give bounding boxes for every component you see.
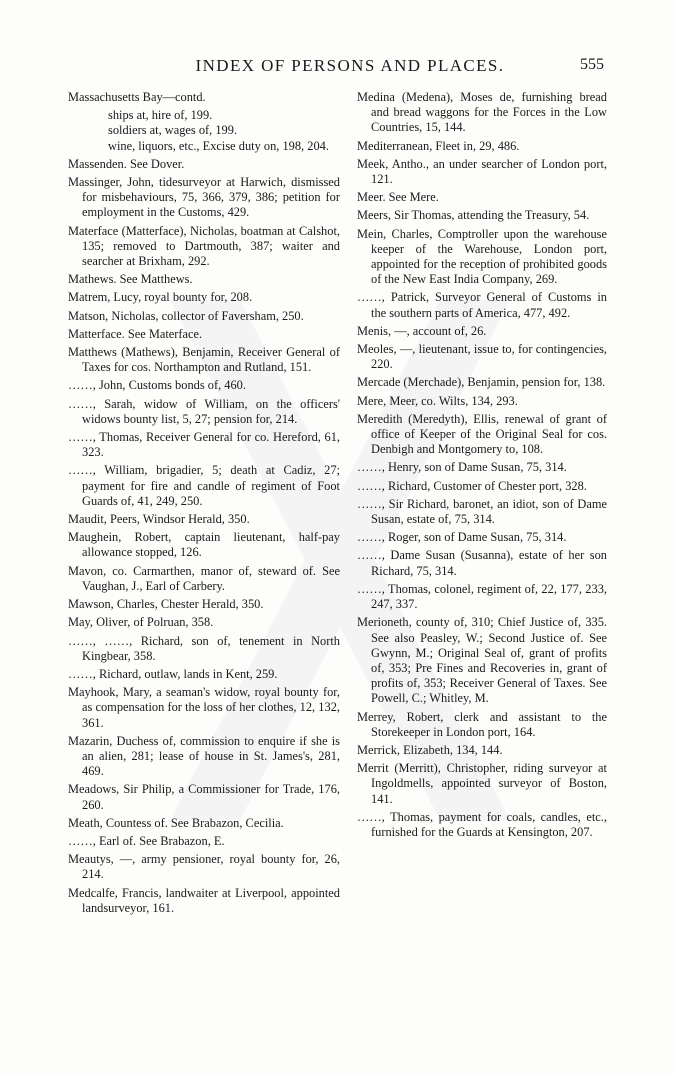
- index-entry: ……, John, Customs bonds of, 460.: [68, 378, 246, 393]
- index-entry: Matrem, Lucy, royal bounty for, 208.: [68, 290, 253, 305]
- index-entry: Matthews (Mathews), Benjamin, Receiver General of Taxes for cos. Northampton and Rutland, 151.: [68, 345, 340, 375]
- page-title: INDEX OF PERSONS AND PLACES.: [195, 56, 505, 75]
- index-entry: Mediterranean, Fleet in, 29, 486.: [357, 138, 520, 153]
- index-entry: ……, Richard, outlaw, lands in Kent, 259.: [68, 666, 278, 681]
- index-entry: ships at, hire of, 199.: [108, 108, 213, 123]
- index-entry: Mathews. See Matthews.: [68, 272, 193, 287]
- index-entry: Massinger, John, tidesurveyor at Harwich, dismissed for misbehaviours, 75, 366, 379, 386; petition for employment in the Customs, 429.: [68, 175, 340, 220]
- index-entry: ……, ……, Richard, son of, tenement in North Kingbear, 358.: [68, 633, 340, 663]
- index-entry: May, Oliver, of Polruan, 358.: [68, 615, 214, 630]
- index-entry: Menis, —, account of, 26.: [357, 323, 487, 338]
- index-entry: Merioneth, county of, 310; Chief Justice of, 335. See also Peasley, W.; Second Justice of. See Gwynn, M.; Original Seal of, grant of profits of, 353; Pre Fines and Recoveries in, grant of profits of, 353; Receiver General of Taxes. See Powell, C.; Whitley, M.: [357, 615, 607, 706]
- index-entry: ……, Thomas, colonel, regiment of, 22, 177, 233, 247, 337.: [357, 581, 607, 612]
- index-entry: ……, Sarah, widow of William, on the officers' widows bounty list, 5, 27; pension for, 214.: [68, 396, 340, 426]
- index-entry: Merrey, Robert, clerk and assistant to the Storekeeper in London port, 164.: [357, 709, 607, 739]
- index-entry: ……, Sir Richard, baronet, an idiot, son of Dame Susan, estate of, 75, 314.: [357, 496, 607, 527]
- index-entry: Mawson, Charles, Chester Herald, 350.: [68, 597, 264, 612]
- index-entry: ……, William, brigadier, 5; death at Cadiz, 27; payment for fire and candle of regiment of Foot Guards of, 41, 249, 250.: [68, 463, 340, 508]
- index-entry: Meadows, Sir Philip, a Commissioner for Trade, 176, 260.: [68, 782, 340, 812]
- index-entry: Mein, Charles, Comptroller upon the warehouse keeper of the Warehouse, London port, appointed for the reception of prohibited goods of the New East India Company, 269.: [357, 226, 607, 287]
- index-entry: ……, Richard, Customer of Chester port, 328.: [357, 478, 587, 493]
- index-entry: ……, Dame Susan (Susanna), estate of her son Richard, 75, 314.: [357, 548, 607, 578]
- index-entry: ……, Patrick, Surveyor General of Customs in the southern parts of America, 477, 492.: [357, 290, 607, 320]
- index-entry: soldiers at, wages of, 199.: [108, 123, 238, 138]
- index-entry: Matson, Nicholas, collector of Faversham, 250.: [68, 308, 304, 323]
- index-entry: Mazarin, Duchess of, commission to enquire if she is an alien, 281; lease of house in St. James's, 281, 469.: [68, 733, 340, 779]
- index-entry: ……, Roger, son of Dame Susan, 75, 314.: [357, 530, 567, 545]
- index-entry: ……, Thomas, payment for coals, candles, etc., furnished for the Guards at Kensington, 207.: [357, 809, 607, 839]
- index-entry: Meredith (Meredyth), Ellis, renewal of grant of office of Keeper of the Original Seal for cos. Denbigh and Montgomery to, 108.: [357, 411, 607, 457]
- index-entry: Meautys, —, army pensioner, royal bounty for, 26, 214.: [68, 852, 340, 882]
- index-entry: Mere, Meer, co. Wilts, 134, 293.: [357, 393, 518, 408]
- index-entry: Mavon, co. Carmarthen, manor of, steward of. See Vaughan, J., Earl of Carbery.: [68, 563, 340, 593]
- index-entry: Medina (Medena), Moses de, furnishing bread and bread waggons for the Forces in the Low Countries, 15, 144.: [357, 90, 607, 135]
- index-entry: Meer. See Mere.: [357, 190, 439, 205]
- index-entry: Matterface. See Materface.: [68, 326, 203, 341]
- index-entry: Meers, Sir Thomas, attending the Treasury, 54.: [357, 208, 590, 223]
- index-entry: Materface (Matterface), Nicholas, boatman at Calshot, 135; removed to Dartmouth, 387; waiter and searcher at Brixham, 292.: [68, 223, 340, 269]
- index-entry: Meath, Countess of. See Brabazon, Cecilia.: [68, 815, 284, 830]
- index-entry: Medcalfe, Francis, landwaiter at Liverpool, appointed landsurveyor, 161.: [68, 885, 340, 915]
- page-number: 555: [580, 56, 604, 73]
- index-column-right: [357, 90, 607, 843]
- index-entry: wine, liquors, etc., Excise duty on, 198, 204.: [108, 138, 329, 153]
- index-entry: Mayhook, Mary, a seaman's widow, royal bounty for, as compensation for the loss of her clothes, 12, 132, 361.: [68, 685, 340, 730]
- index-entry: Maudit, Peers, Windsor Herald, 350.: [68, 512, 250, 527]
- index-entry: Massachusetts Bay—contd.: [68, 90, 206, 104]
- index-entry: Merrit (Merritt), Christopher, riding surveyor at Ingoldmells, appointed surveyor of Boston, 141.: [357, 761, 607, 806]
- index-entry: Meek, Antho., an under searcher of London port, 121.: [357, 156, 607, 187]
- index-entry: ……, Henry, son of Dame Susan, 75, 314.: [357, 460, 567, 475]
- index-entry: Mercade (Merchade), Benjamin, pension for, 138.: [357, 375, 606, 390]
- index-entry: Massenden. See Dover.: [68, 156, 185, 171]
- index-entry: ……, Earl of. See Brabazon, E.: [68, 833, 225, 848]
- index-entry: ……, Thomas, Receiver General for co. Hereford, 61, 323.: [68, 430, 340, 460]
- index-column-left: [68, 90, 340, 919]
- index-entry: Merrick, Elizabeth, 134, 144.: [357, 742, 503, 757]
- running-header: [0, 56, 674, 80]
- index-entry: Meoles, —, lieutenant, issue to, for contingencies, 220.: [357, 342, 607, 372]
- index-entry: Maughein, Robert, captain lieutenant, half-pay allowance stopped, 126.: [68, 530, 340, 560]
